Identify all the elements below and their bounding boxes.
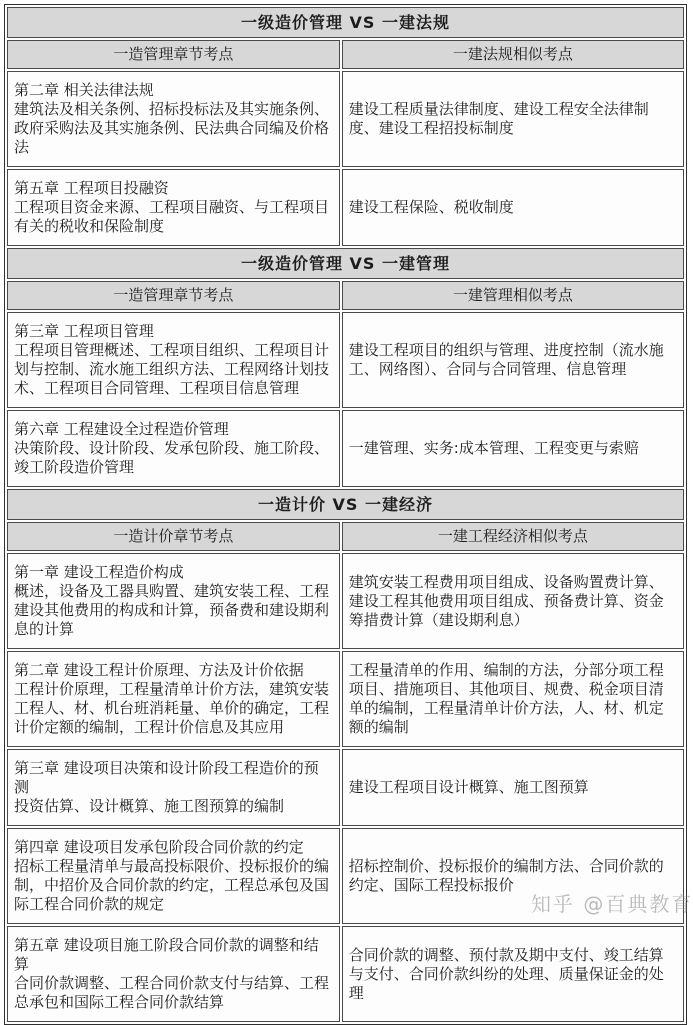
page xyxy=(0,4,693,1011)
chapter-cell xyxy=(7,926,340,1022)
table-row xyxy=(7,828,684,924)
chapter-title: 第一章 建设工程造价构成 xyxy=(14,563,184,581)
section-title: 一级造价管理 VS 一建管理 xyxy=(7,248,684,279)
similar-points-cell: 建设工程项目设计概算、施工图预算 xyxy=(342,749,684,826)
similar-points-cell: 招标控制价、投标报价的编制方法、合同价款的约定、国际工程投标报价 xyxy=(342,828,684,924)
column-header-left: 一造管理章节考点 xyxy=(7,281,340,310)
chapter-points: 投资估算、设计概算、施工图预算的编制 xyxy=(14,797,285,815)
table-row xyxy=(7,749,684,826)
chapter-cell xyxy=(7,312,340,408)
chapter-title: 第五章 建设项目施工阶段合同价款的调整和结算 xyxy=(14,936,319,973)
chapter-points: 工程项目资金来源、工程项目融资、与工程项目有关的税收和保险制度 xyxy=(14,198,330,235)
chapter-cell xyxy=(7,651,340,747)
chapter-cell xyxy=(7,169,340,246)
chapter-cell xyxy=(7,71,340,167)
table-row xyxy=(7,410,684,487)
similar-points-cell: 建设工程项目的组织与管理、进度控制（流水施工、网络图）、合同与合同管理、信息管理 xyxy=(342,312,684,408)
similar-points-cell: 合同价款的调整、预付款及期中支付、竣工结算与支付、合同价款纠纷的处理、质量保证金的处理 xyxy=(342,926,684,1022)
table-row xyxy=(7,926,684,1022)
chapter-title: 第二章 相关法律法规 xyxy=(14,81,154,99)
chapter-cell xyxy=(7,828,340,924)
zhihu-watermark: 知乎 @百典教育 xyxy=(531,892,693,916)
similar-points-cell: 工程量清单的作用、编制的方法，分部分项工程项目、措施项目、其他项目、规费、税金项目清单的编制，工程量清单计价方法，人、材、机定额的编制 xyxy=(342,651,684,747)
similar-points-cell: 建筑安装工程费用项目组成、设备购置费计算、建设工程其他费用项目组成、预备费计算、资金筹措费计算（建设期利息） xyxy=(342,553,684,649)
table-row xyxy=(7,312,684,408)
chapter-title: 第五章 工程项目投融资 xyxy=(14,179,169,197)
chapter-title: 第二章 建设工程计价原理、方法及计价依据 xyxy=(14,661,304,679)
column-header-left: 一造管理章节考点 xyxy=(7,40,340,69)
chapter-cell xyxy=(7,410,340,487)
chapter-points: 决策阶段、设计阶段、发承包阶段、施工阶段、竣工阶段造价管理 xyxy=(14,439,330,476)
chapter-title: 第四章 建设项目发承包阶段合同价款的约定 xyxy=(14,838,304,856)
chapter-points: 合同价款调整、工程合同价款支付与结算、工程总承包和国际工程合同价款结算 xyxy=(14,974,330,1011)
chapter-points: 工程计价原理，工程量清单计价方法，建筑安装工程人、材、机台班消耗量、单价的确定，工程计价定额的编制，工程计价信息及其应用 xyxy=(14,680,330,736)
chapter-title: 第六章 工程建设全过程造价管理 xyxy=(14,420,229,438)
table-row xyxy=(7,169,684,246)
chapter-title: 第三章 工程项目管理 xyxy=(14,322,154,340)
chapter-cell xyxy=(7,553,340,649)
chapter-points: 招标工程量清单与最高投标限价、投标报价的编制，中招价及合同价款的约定，工程总承包及国际工程合同价款的规定 xyxy=(14,857,330,913)
column-header-right: 一建工程经济相似考点 xyxy=(342,522,684,551)
chapter-points: 建筑法及相关条例、招标投标法及其实施条例、政府采购法及其实施条例、民法典合同编及价格法 xyxy=(14,100,330,156)
column-header-right: 一建法规相似考点 xyxy=(342,40,684,69)
column-header-left: 一造计价章节考点 xyxy=(7,522,340,551)
chapter-points: 工程项目管理概述、工程项目组织、工程项目计划与控制、流水施工组织方法、工程网络计划技术、工程项目合同管理、工程项目信息管理 xyxy=(14,341,330,397)
chapter-cell xyxy=(7,749,340,826)
chapter-points: 概述，设备及工器具购置、建筑安装工程、工程建设其他费用的构成和计算，预备费和建设期利息的计算 xyxy=(14,582,330,638)
similar-points-cell: 建设工程保险、税收制度 xyxy=(342,169,684,246)
comparison-table xyxy=(4,4,687,1025)
table-row xyxy=(7,71,684,167)
section-title: 一级造价管理 VS 一建法规 xyxy=(7,7,684,38)
column-header-right: 一建管理相似考点 xyxy=(342,281,684,310)
chapter-title: 第三章 建设项目决策和设计阶段工程造价的预测 xyxy=(14,759,319,796)
table-row xyxy=(7,651,684,747)
similar-points-cell: 建设工程质量法律制度、建设工程安全法律制度、建设工程招投标制度 xyxy=(342,71,684,167)
table-row xyxy=(7,553,684,649)
similar-points-cell: 一建管理、实务:成本管理、工程变更与索赔 xyxy=(342,410,684,487)
section-title: 一造计价 VS 一建经济 xyxy=(7,489,684,520)
